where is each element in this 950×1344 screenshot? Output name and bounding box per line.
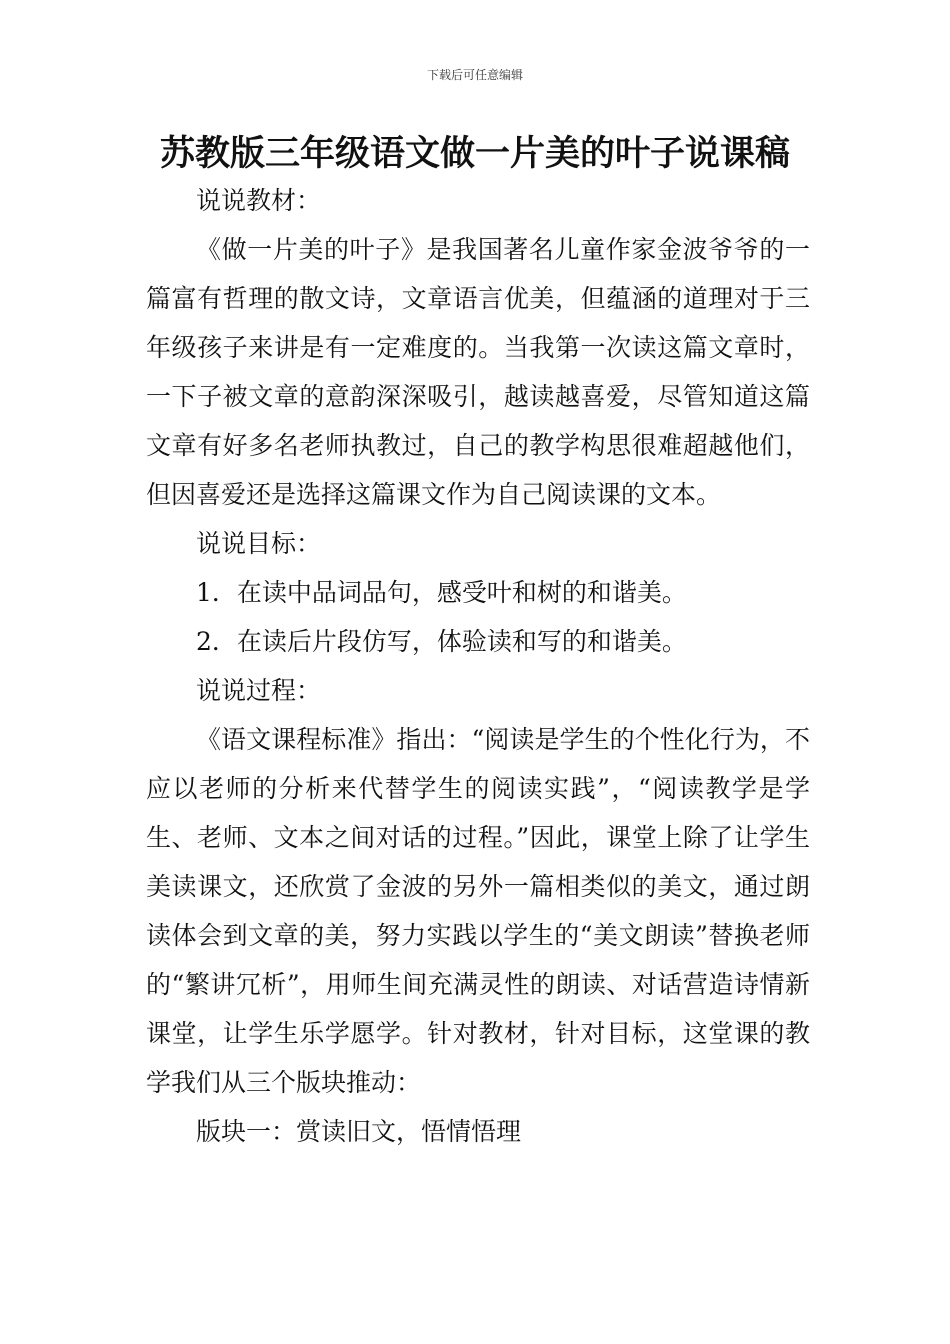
block-heading-1: 版块一：赏读旧文，悟情悟理 (196, 1117, 522, 1146)
goal-item-2: 2．在读后片段仿写，体验读和写的和谐美。 (196, 627, 687, 656)
document-body (146, 176, 810, 1156)
page-header-note: 下载后可任意编辑 (426, 68, 523, 82)
section-heading-material: 说说教材： (196, 186, 322, 215)
section-heading-process: 说说过程： (196, 676, 322, 705)
document-title: 苏教版三年级语文做一片美的叶子说课稿 (159, 134, 790, 174)
section-heading-goals: 说说目标： (196, 529, 322, 558)
paragraph-material: 《做一片美的叶子》是我国著名儿童作家金波爷爷的一篇富有哲理的散文诗，文章语言优美，但蕴涵的道理对于三年级孩子来讲是有一定难度的。当我第一次读这篇文章时，一下子被文章的意韵深深吸引，越读越喜爱，尽管知道这篇文章有好多名老师执教过，自己的教学构思很难超越他们，但因喜爱还是选择这篇课文作为自己阅读课的文本。 (146, 235, 810, 509)
goal-item-1: 1．在读中品词品句，感受叶和树的和谐美。 (196, 578, 687, 607)
paragraph-process: 《语文课程标准》指出：“阅读是学生的个性化行为，不应以老师的分析来代替学生的阅读实践”，“阅读教学是学生、老师、文本之间对话的过程。”因此，课堂上除了让学生美读课文，还欣赏了金波的另外一篇相类似的美文，通过朗读体会到文章的美，努力实践以学生的“美文朗读”替换老师的“繁讲冗析”，用师生间充满灵性的朗读、对话营造诗情新课堂，让学生乐学愿学。针对教材，针对目标，这堂课的教学我们从三个版块推动： (146, 725, 810, 1097)
